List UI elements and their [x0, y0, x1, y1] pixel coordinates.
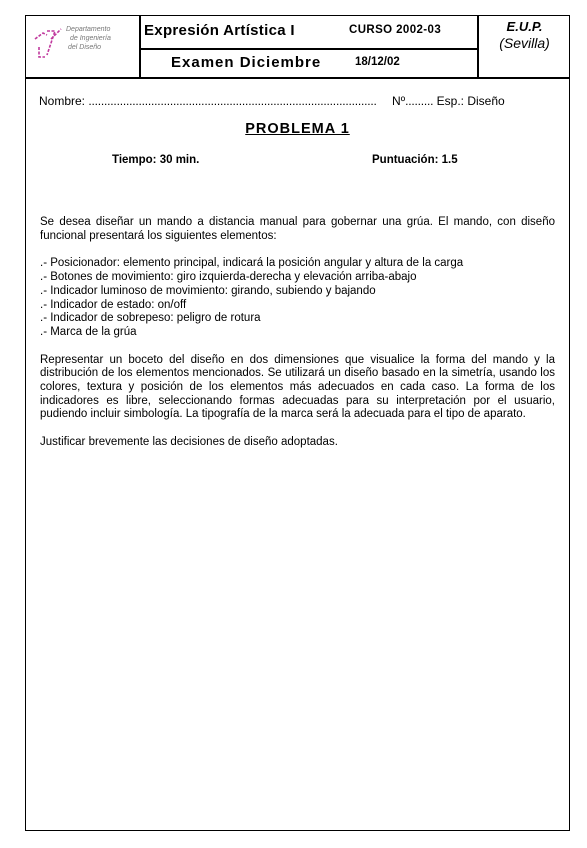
- department-logo-icon: [33, 25, 63, 65]
- school-block: [478, 19, 571, 51]
- header-divider: [139, 48, 478, 50]
- requirements-list: [40, 257, 555, 339]
- list-item: .- Marca de la grúa: [40, 325, 137, 338]
- list-item: .- Indicador de estado: on/off: [40, 298, 187, 311]
- list-item: .- Indicador de sobrepeso: peligro de rotura: [40, 312, 261, 325]
- list-item: .- Posicionador: elemento principal, indicará la posición angular y altura de la carga: [40, 257, 464, 270]
- school-name: E.U.P.: [506, 19, 543, 34]
- course-year: CURSO 2002-03: [349, 24, 442, 36]
- list-item: .- Botones de movimiento: giro izquierda-derecha y elevación arriba-abajo: [40, 271, 417, 284]
- score: Puntuación: 1.5: [372, 154, 458, 166]
- exam-header: [26, 16, 569, 78]
- logo-text-line: Departamento: [66, 26, 111, 33]
- exam-sheet: [25, 15, 570, 831]
- course-title: Expresión Artística I: [144, 22, 295, 39]
- speciality-label: Esp.: Diseño: [433, 94, 505, 108]
- time-allowed: Tiempo: 30 min.: [112, 154, 200, 166]
- exam-date: 18/12/02: [355, 56, 400, 68]
- number-field: .........: [405, 94, 434, 108]
- department-logo-text: [66, 25, 138, 52]
- justify-paragraph: Justificar brevemente las decisiones de diseño adoptadas.: [40, 436, 338, 449]
- exam-name: Examen Diciembre: [171, 54, 322, 71]
- task-paragraph: Representar un boceto del diseño en dos dimensiones que visualice la forma del mando y la distribución de los elementos mencionados. Se utilizará un diseño basado en la simetría, usando los colores, textura y posición de los elementos más adecuados en cada caso. La forma de los indicadores es libre, seleccionando formas adecuadas para su interpretación por el usuario, pudiendo incluir simbología. La tipografía de la marca será la adecuada para el tipo de aparato.: [40, 353, 555, 421]
- header-divider: [139, 16, 141, 78]
- student-info-line: [39, 94, 567, 108]
- intro-paragraph: Se desea diseñar un mando a distancia manual para gobernar una grúa. El mando, con diseño funcional presentará los siguientes elementos:: [40, 216, 555, 242]
- list-item: .- Indicador luminoso de movimiento: girando, subiendo y bajando: [40, 284, 376, 297]
- department-logo: [26, 16, 139, 78]
- problem-title: PROBLEMA 1: [245, 121, 350, 137]
- logo-text-line: de Ingeniería: [70, 35, 111, 42]
- logo-text-line: del Diseño: [68, 44, 102, 51]
- number-label: Nº: [392, 94, 406, 108]
- problem-statement: [40, 216, 555, 450]
- school-city: (Sevilla): [499, 35, 550, 51]
- name-field: ............................................................................................: [88, 94, 377, 108]
- name-label: Nombre:: [39, 94, 89, 108]
